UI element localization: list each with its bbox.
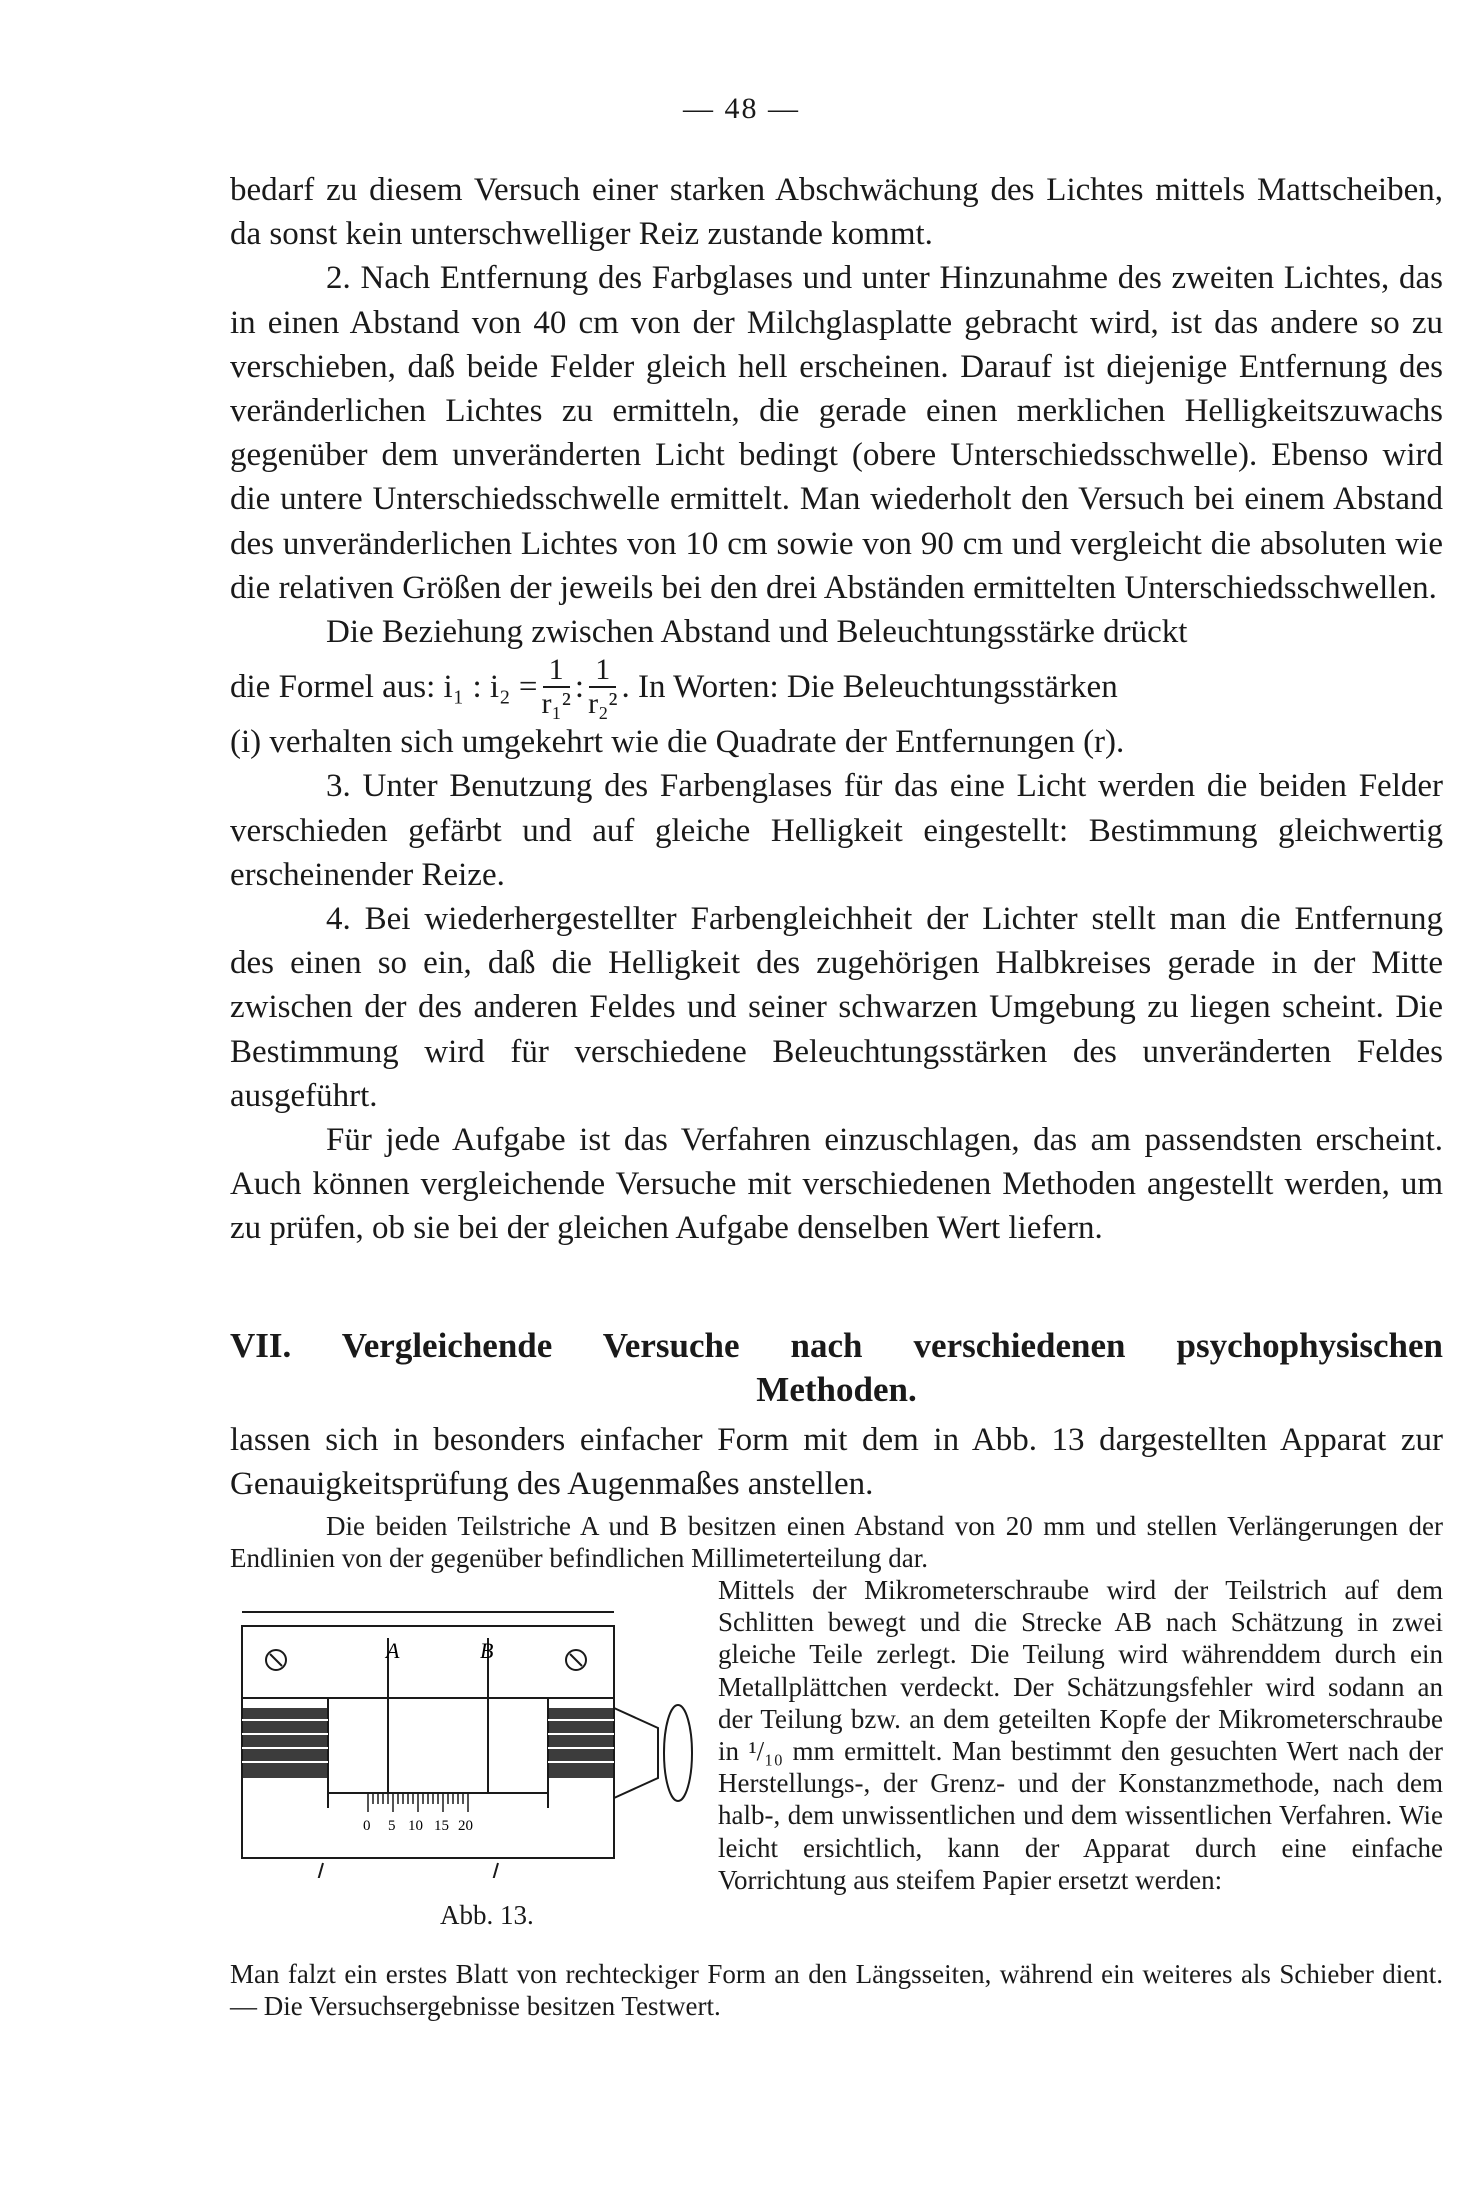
intro-text	[230, 1418, 1443, 1506]
figure-caption: Abb. 13.	[440, 1900, 534, 1930]
apparatus-figure	[228, 1598, 698, 1878]
formula-after: . In Worten: Die Beleuchtungsstärken	[621, 669, 1118, 706]
scale-label: 15	[434, 1818, 449, 1834]
heading-line: VII. Vergleichende Versuche nach verschiedenen psychophysischen	[230, 1326, 1443, 1365]
section-heading	[230, 1324, 1443, 1412]
fraction-2	[588, 654, 617, 720]
fraction-denominator: r₁²	[541, 687, 571, 721]
paragraph: Die Beziehung zwischen Abstand und Beleuchtungsstärke drückt	[326, 614, 1188, 651]
paragraph: 2. Nach Entfernung des Farbglases und unter Hinzunahme des zweiten Lichtes, das in einen Abstand von 40 cm von der Milchglasplatte gebracht wird, ist das andere so zu verschieben, daß beide Felder gleich hell erscheinen. Darauf ist diejenige Entfernung des veränderlichen Lichtes zu ermitteln, die gerade einen merklichen Helligkeitszuwachs gegenüber dem unveränderten Licht bedingt (obere Unterschiedsschwelle). Ebenso wird die untere Unterschiedsschwelle ermittelt. Man wiederholt den Versuch bei einem Abstand des unveränderlichen Lichtes von 10 cm sowie von 90 cm und vergleicht die absoluten wie die relativen Größen der jeweils bei den drei Abständen ermittelten Unterschiedsschwellen.	[230, 260, 1443, 606]
paragraph: Mittels der Mikrometerschraube wird der Teilstrich auf dem Schlitten bewegt und die Strecke AB nach Schätzung in zwei gleiche Teile zerlegt. Die Teilung wird währenddem durch ein Metallplättchen verdeckt. Der Schätzungsfehler wird sodann an der Teilung bzw. an dem geteilten Kopfe der Mikrometerschraube in ¹/₁₀ mm ermittelt. Man bestimmt den gesuchten Wert nach der Herstellungs-, der Grenz- und der Konstanzmethode, nach dem halb-, dem unwissentlichen und dem wissentlichen Verfahren. Wie leicht ersichtlich, kann der Apparat durch eine einfache Vorrichtung aus steifem Papier ersetzt werden:	[718, 1575, 1443, 1895]
paragraph: bedarf zu diesem Versuch einer starken Abschwächung des Lichtes mittels Mattscheiben, da sonst kein unterschwelliger Reiz zustande kommt.	[230, 172, 1443, 253]
label-a: A	[386, 1638, 400, 1663]
paragraph: lassen sich in besonders einfacher Form mit dem in Abb. 13 dargestellten Apparat zur Genauigkeitsprüfung des Augenmaßes anstellen.	[230, 1422, 1443, 1503]
fraction-1	[541, 654, 570, 720]
paragraph: Man falzt ein erstes Blatt von rechteckiger Form an den Längsseiten, während ein weiteres als Schieber dient. — Die Versuchsergebnisse besitzen Testwert.	[230, 1959, 1443, 2022]
fraction-denominator: r₂²	[588, 687, 618, 721]
scale-label: 10	[408, 1818, 423, 1834]
small-text-bottom	[230, 1958, 1443, 2022]
formula-line	[230, 654, 1443, 720]
fraction-numerator: 1	[589, 654, 616, 688]
label-b: B	[480, 1638, 494, 1663]
small-text-right	[718, 1574, 1443, 1896]
formula-separator: :	[574, 669, 585, 706]
small-text-top	[230, 1510, 1443, 1574]
body-text-top	[230, 168, 1443, 1251]
paragraph: Für jede Aufgabe ist das Verfahren einzuschlagen, das am passendsten erscheint. Auch können vergleichende Versuche mit verschiedenen Methoden angestellt werden, um zu prüfen, ob sie bei der gleichen Aufgabe denselben Wert liefern.	[230, 1122, 1443, 1247]
formula-before: die Formel aus: i₁ : i₂ =	[230, 669, 538, 706]
page-number: — 48 —	[683, 92, 800, 125]
paragraph: 3. Unter Benutzung des Farbenglases für das eine Licht werden die beiden Felder verschieden gefärbt und auf gleiche Helligkeit eingestellt: Bestimmung gleichwertig erscheinender Reize.	[230, 768, 1443, 893]
scale-label: 20	[458, 1818, 473, 1834]
paragraph: Die beiden Teilstriche A und B besitzen einen Abstand von 20 mm und stellen Verlängerungen der Endlinien von der gegenüber befindlichen Millimeterteilung dar.	[230, 1511, 1443, 1574]
scale-label: 5	[388, 1818, 396, 1834]
scale-label: 0	[363, 1818, 371, 1834]
paragraph: 4. Bei wiederhergestellter Farbengleichheit der Lichter stellt man die Entfernung des einen so ein, daß die Helligkeit des zugehörigen Halbkreises gerade in der Mitte zwischen der des anderen Feldes und seiner schwarzen Umgebung zu liegen scheint. Die Bestimmung wird für verschiedene Beleuchtungsstärken des unveränderten Feldes ausgeführt.	[230, 901, 1443, 1114]
fraction-numerator: 1	[543, 654, 570, 688]
heading-line: Methoden.	[756, 1370, 917, 1409]
paragraph: (i) verhalten sich umgekehrt wie die Quadrate der Entfernungen (r).	[230, 724, 1125, 761]
